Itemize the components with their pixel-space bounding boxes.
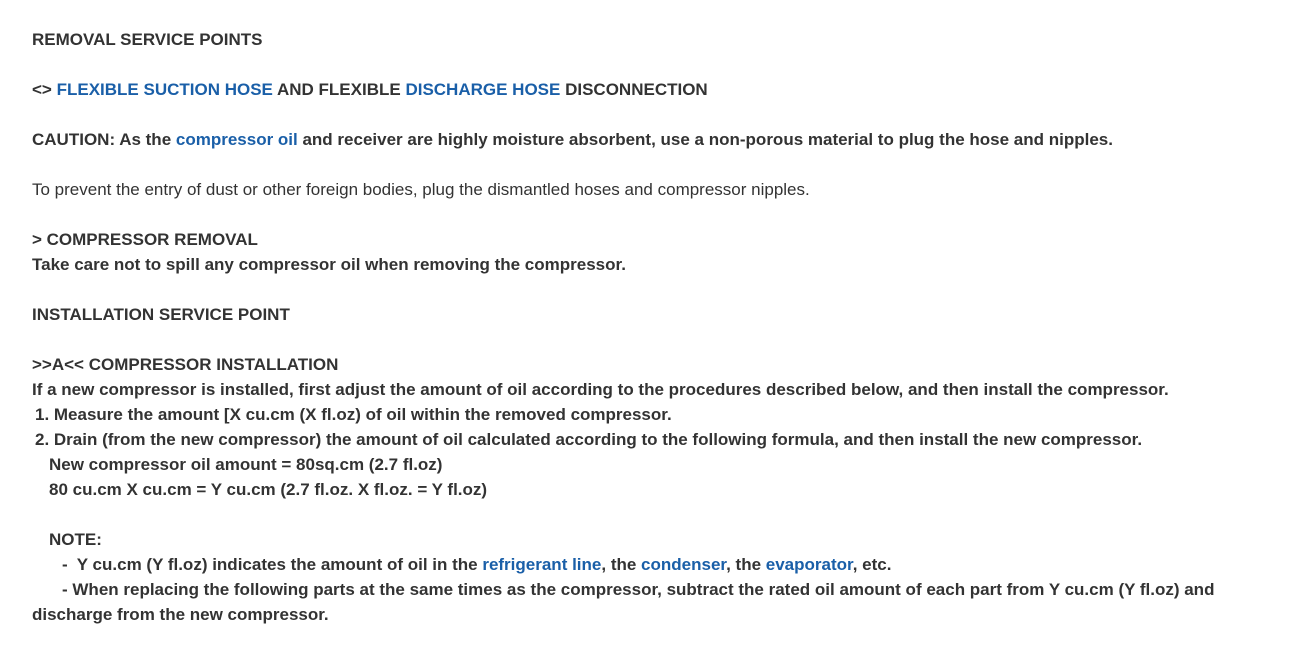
note-item1-prefix: - Y cu.cm (Y fl.oz) indicates the amount of oil in the [62, 555, 483, 574]
spacer [32, 502, 1272, 527]
spacer [32, 152, 1272, 177]
compressor-removal-text: Take care not to spill any compressor oil when removing the compressor. [32, 255, 626, 274]
flexible-suction-hose-link[interactable]: FLEXIBLE SUCTION HOSE [56, 80, 273, 99]
note-item-replacing-parts [32, 577, 1272, 627]
caution-suffix: and receiver are highly moisture absorbent, use a non-porous material to plug the hose and nipples. [297, 130, 1113, 149]
step-item: 2. Drain (from the new compressor) the amount of oil calculated according to the following formula, and then install the new compressor. [35, 430, 1143, 449]
evaporator-link[interactable]: evaporator [765, 555, 853, 574]
spacer [32, 102, 1272, 127]
caution-text [32, 127, 1272, 152]
compressor-installation-title: >>A<< COMPRESSOR INSTALLATION [32, 355, 339, 374]
note-title: NOTE: [49, 530, 102, 549]
note-item2-text: - When replacing the following parts at the same times as the compressor, subtract the rated oil amount of each part from Y cu.cm (Y fl.oz) and discharge from the new compressor. [32, 580, 1215, 624]
spacer [32, 52, 1272, 77]
condenser-link[interactable]: condenser [641, 555, 727, 574]
formula-line: New compressor oil amount = 80sq.cm (2.7 fl.oz) [49, 455, 443, 474]
spacer [32, 277, 1272, 302]
prevent-dust-text: To prevent the entry of dust or other foreign bodies, plug the dismantled hoses and compressor nipples. [32, 180, 810, 199]
disconnection-heading [32, 77, 1272, 102]
note-item1-suffix: , etc. [852, 555, 892, 574]
heading-removal-service-points: REMOVAL SERVICE POINTS [32, 30, 263, 49]
disconnection-prefix: <> [32, 80, 57, 99]
refrigerant-line-link[interactable]: refrigerant line [482, 555, 602, 574]
note-item-oil-amount [32, 552, 1272, 577]
spacer [32, 327, 1272, 352]
compressor-installation-intro: If a new compressor is installed, first adjust the amount of oil according to the procedures described below, and then install the compressor. [32, 380, 1169, 399]
step-item: 1. Measure the amount [X cu.cm (X fl.oz) of oil within the removed compressor. [35, 405, 672, 424]
document-body [32, 27, 1272, 627]
caution-prefix: CAUTION: As the [32, 130, 176, 149]
heading-installation-service-point: INSTALLATION SERVICE POINT [32, 305, 290, 324]
note-item1-sep1: , the [601, 555, 642, 574]
spacer [32, 202, 1272, 227]
compressor-oil-link[interactable]: compressor oil [175, 130, 298, 149]
disconnection-middle: AND FLEXIBLE [272, 80, 406, 99]
compressor-removal-title: > COMPRESSOR REMOVAL [32, 230, 258, 249]
disconnection-suffix: DISCONNECTION [560, 80, 708, 99]
note-item1-sep2: , the [726, 555, 766, 574]
discharge-hose-link[interactable]: DISCHARGE HOSE [405, 80, 561, 99]
formula-line: 80 cu.cm X cu.cm = Y cu.cm (2.7 fl.oz. X fl.oz. = Y fl.oz) [49, 480, 488, 499]
